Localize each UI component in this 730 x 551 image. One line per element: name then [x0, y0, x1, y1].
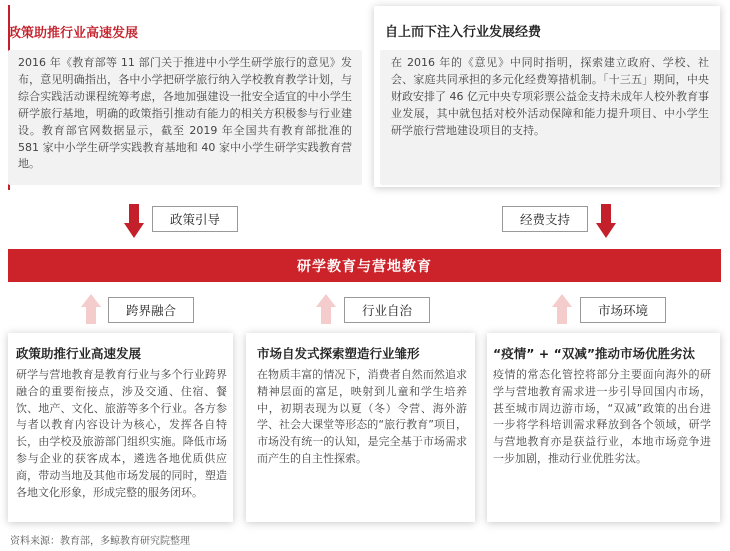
label-market-env: 市场环境 — [580, 297, 666, 323]
column-2-title: 市场自发式探索塑造行业雏形 — [257, 346, 420, 361]
source-note: 资料来源：教育部，多鲸教育研究院整理 — [10, 536, 190, 547]
column-1-text: 研学与营地教育是教育行业与多个行业跨界融合的重要衔接点，涉及交通、住宿、餐饮、地产、文化、旅游等多个行业。各方参与者以教育内容设计为核心，发挥各自特长，由学校及旅游部门组织实施。降低市场参与企业的获客成本，遴选各地优质供应商，带动当地及其他市场发展的同时，塑造各地文化形象，形成完整的服务闭环。 — [16, 368, 227, 499]
up-arrow-middle-icon — [316, 294, 336, 324]
center-banner — [8, 249, 721, 282]
column-2-text: 在物质丰富的情况下，消费者自然而然追求精神层面的富足，映射到儿童和学生培养中，初期表现为以夏（冬）令营、海外游学、社会大课堂等形态的“旅行教育”项目，市场没有统一的认知，是完全基于市场需求而产生的自主性探索。 — [257, 368, 467, 465]
top-right-text-box — [380, 50, 720, 185]
label-policy-guide: 政策引导 — [152, 206, 238, 232]
down-arrow-left-icon — [124, 204, 144, 238]
up-arrow-left-icon — [81, 294, 101, 324]
label-funding-support: 经费支持 — [502, 206, 588, 232]
column-3-title: “疫情” + “双减”推动市场优胜劣汰 — [493, 346, 696, 361]
column-1-title: 政策助推行业高速发展 — [16, 346, 142, 361]
top-right-title: 自上而下注入行业发展经费 — [385, 25, 542, 40]
banner-text: 研学教育与营地教育 — [297, 258, 432, 275]
label-industry-autonomy: 行业自治 — [344, 297, 430, 323]
top-right-text: 在 2016 年的《意见》中同时指明，探索建立政府、学校、社会、家庭共同承担的多元化经费筹措机制。「十三五」期间，中央财政安排了 46 亿元中央专项彩票公益金支持未成年人校外教育事业发展，其中就包括对校外活动保障和能力提升项目、中小学生研学旅行营地建设项目的支持。 — [391, 56, 709, 137]
top-left-text: 2016 年《教育部等 11 部门关于推进中小学生研学旅行的意见》发布，意见明确指出，各中小学把研学旅行纳入学校教育教学计划，与综合实践活动课程统筹考虑，各地加强建设一批安全适宜的中小学生研学旅行基地，明确的政策指引推动有能力的相关方积极参与行业建设。教育部官网数据显示，截至 2019 年全国共有教育部批准的 581 家中小学生研学实践教育基地和 40 家中小学生研学实践教育营地。 — [18, 56, 352, 171]
top-left-title: 政策助推行业高速发展 — [8, 26, 139, 41]
up-arrow-right-icon — [552, 294, 572, 324]
label-cross-border: 跨界融合 — [108, 297, 194, 323]
down-arrow-right-icon — [596, 204, 616, 238]
top-left-text-box — [8, 50, 362, 185]
column-3-text: 疫情的常态化管控将部分主要面向海外的研学与营地教育需求进一步引导回国内市场，甚至城市周边游市场，“双减”政策的出台进一步将学科培训需求释放到各个领域，研学与营地教育亦是获益行业，本地市场竞争进一步加剧，推动行业优胜劣汰。 — [493, 368, 711, 465]
